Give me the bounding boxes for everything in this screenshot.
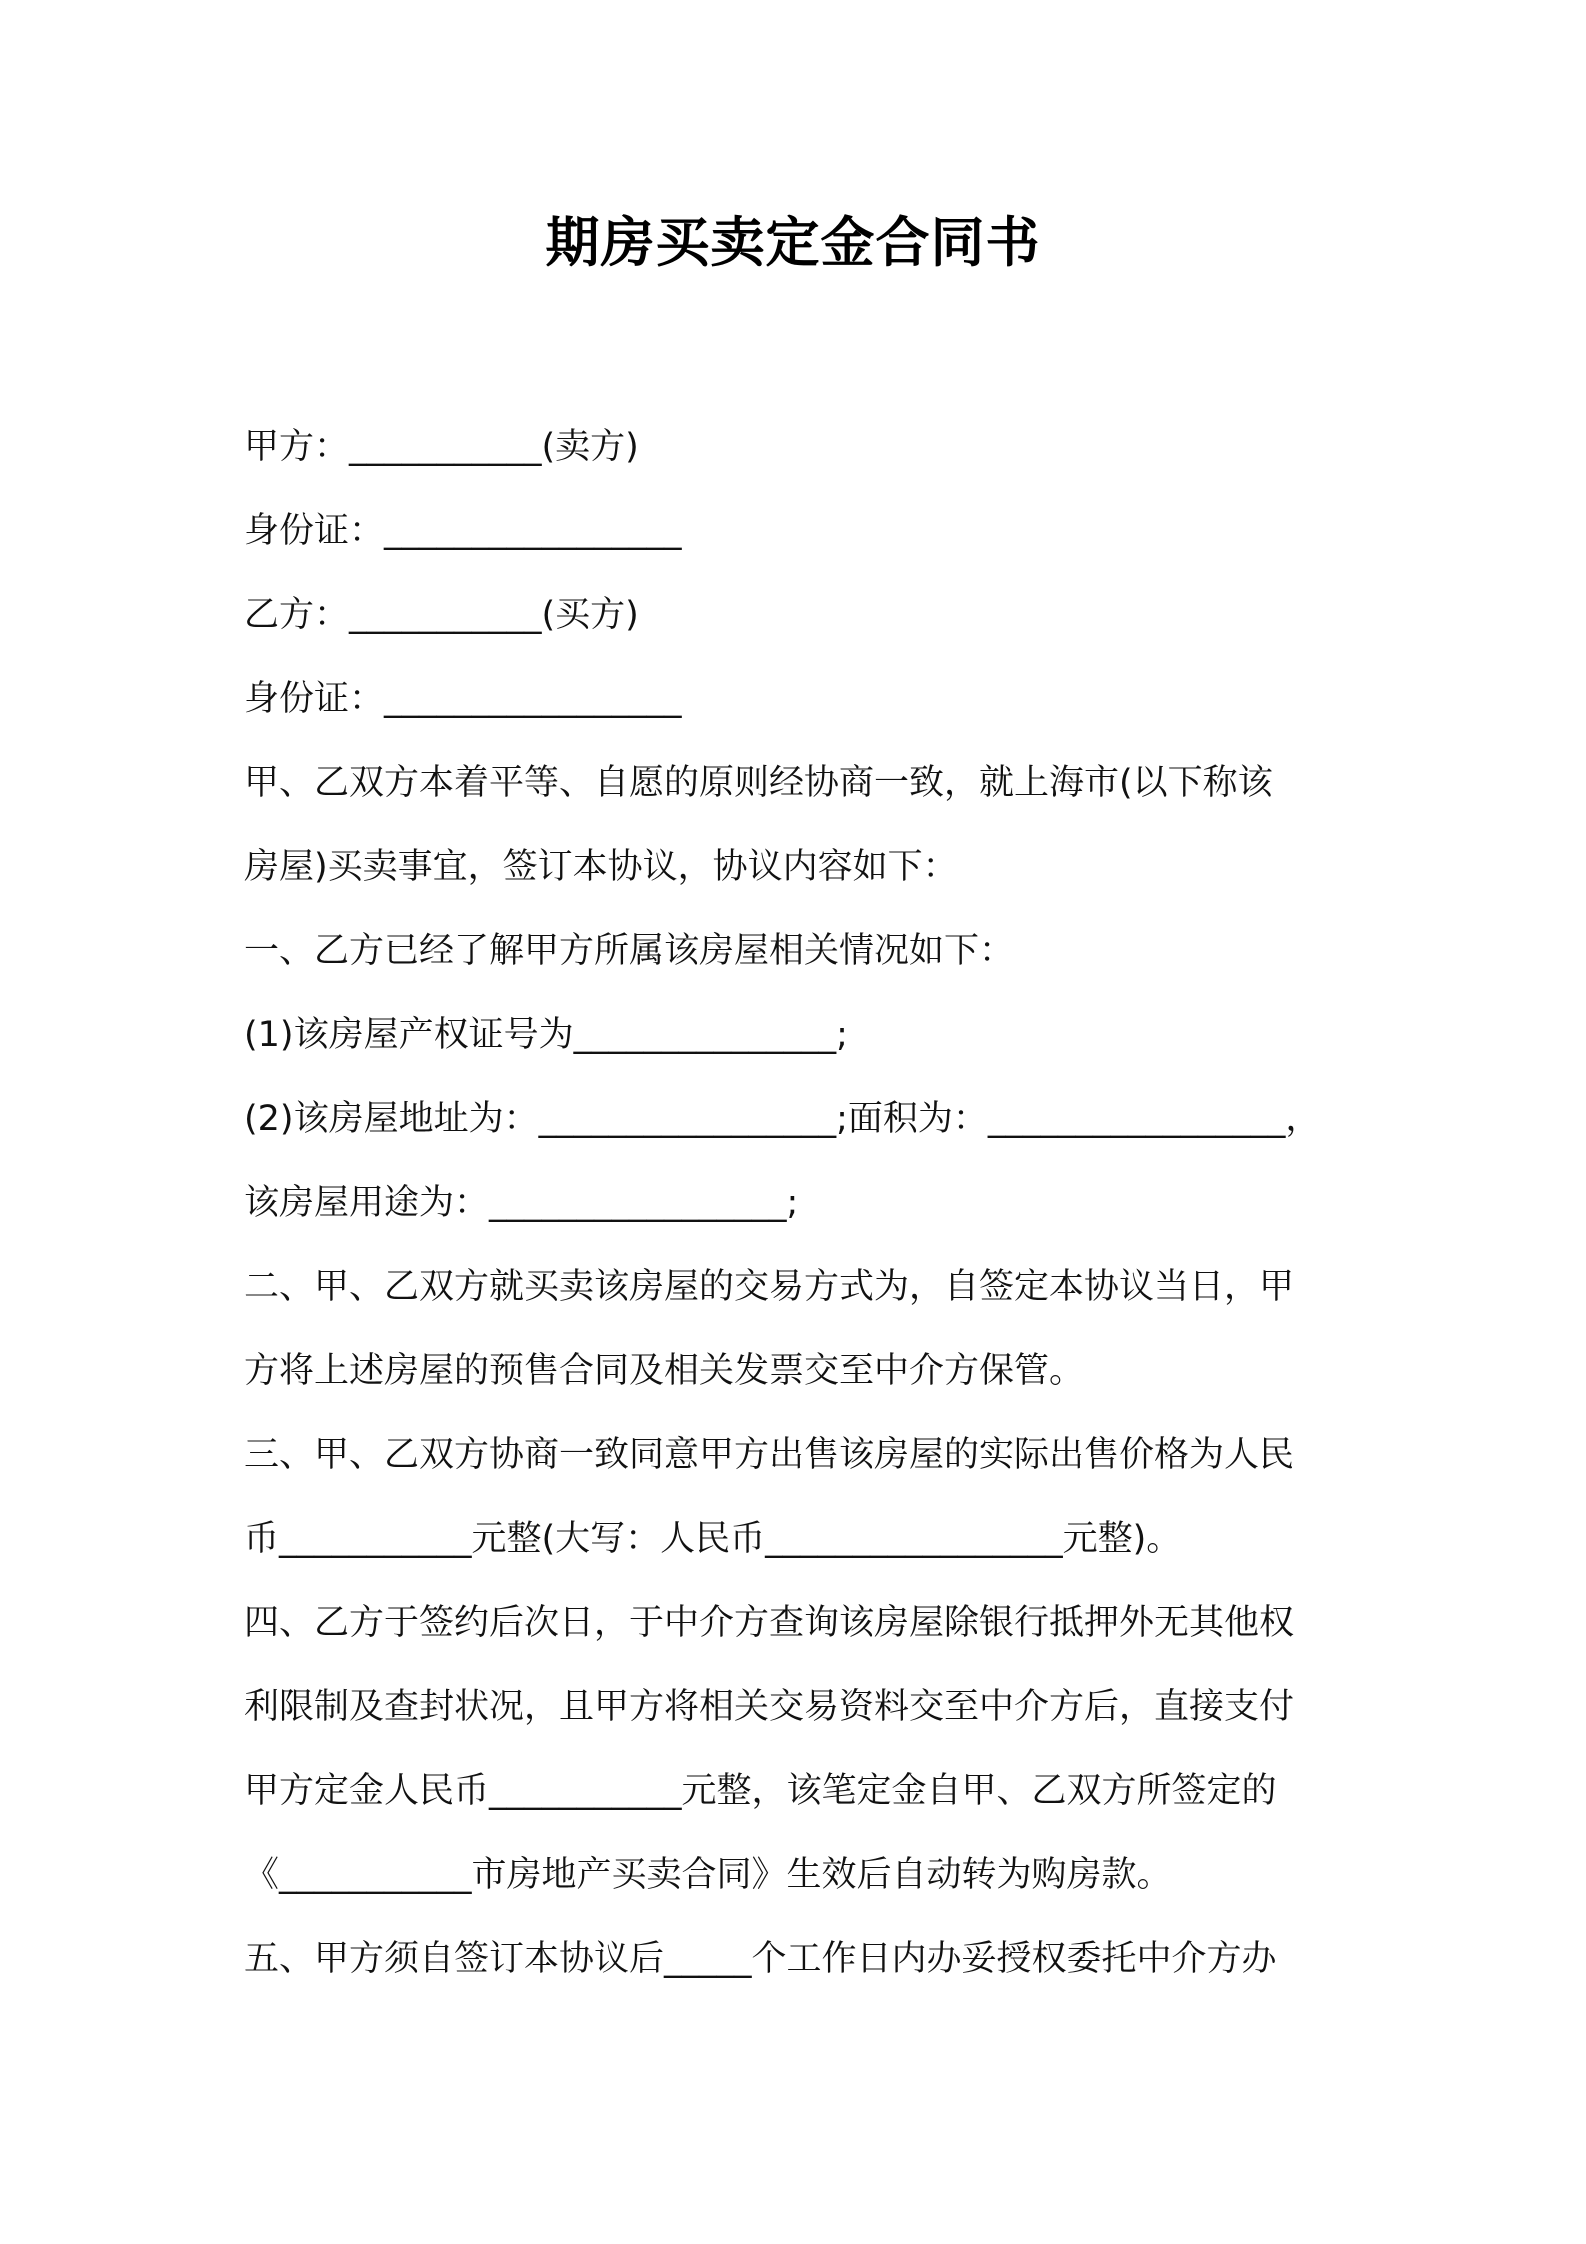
clause-4-line: 利限制及查封状况，且甲方将相关交易资料交至中介方后，直接支付 (244, 1687, 1295, 1727)
party-b-line: 乙方：___________(买方) (244, 595, 639, 635)
clause-1-item-1-line: (1)该房屋产权证号为_______________; (244, 1015, 848, 1055)
contract-body (244, 405, 1364, 2001)
clause-4-line: 《___________市房地产买卖合同》生效后自动转为购房款。 (244, 1855, 1172, 1895)
clause-1-item-2-line: 该房屋用途为：_________________; (244, 1183, 799, 1223)
clause-2-line: 方将上述房屋的预售合同及相关发票交至中介方保管。 (244, 1351, 1085, 1391)
preamble-line: 甲、乙双方本着平等、自愿的原则经协商一致，就上海市(以下称该 (244, 763, 1273, 803)
clause-5-line: 五、甲方须自签订本协议后_____个工作日内办妥授权委托中介方办 (244, 1939, 1277, 1979)
clause-1-line: 一、乙方已经了解甲方所属该房屋相关情况如下： (244, 931, 1015, 971)
clause-4-line: 甲方定金人民币___________元整，该笔定金自甲、乙双方所签定的 (244, 1771, 1277, 1811)
party-a-line: 甲方：___________(卖方) (244, 427, 639, 467)
preamble-line: 房屋)买卖事宜，签订本协议，协议内容如下： (244, 847, 958, 887)
party-a-id-line: 身份证：_________________ (244, 511, 682, 551)
party-b-id-line: 身份证：_________________ (244, 679, 682, 719)
clause-2-line: 二、甲、乙双方就买卖该房屋的交易方式为，自签定本协议当日，甲 (244, 1267, 1295, 1307)
clause-3-line: 币___________元整(大写：人民币_________________元整)。 (244, 1519, 1182, 1559)
clause-4-line: 四、乙方于签约后次日，于中介方查询该房屋除银行抵押外无其他权 (244, 1603, 1295, 1643)
document-title: 期房买卖定金合同书 (545, 211, 1041, 274)
clause-1-item-2-line: (2)该房屋地址为：_________________;面积为：_________________， (244, 1099, 1321, 1139)
clause-3-line: 三、甲、乙双方协商一致同意甲方出售该房屋的实际出售价格为人民 (244, 1435, 1295, 1475)
